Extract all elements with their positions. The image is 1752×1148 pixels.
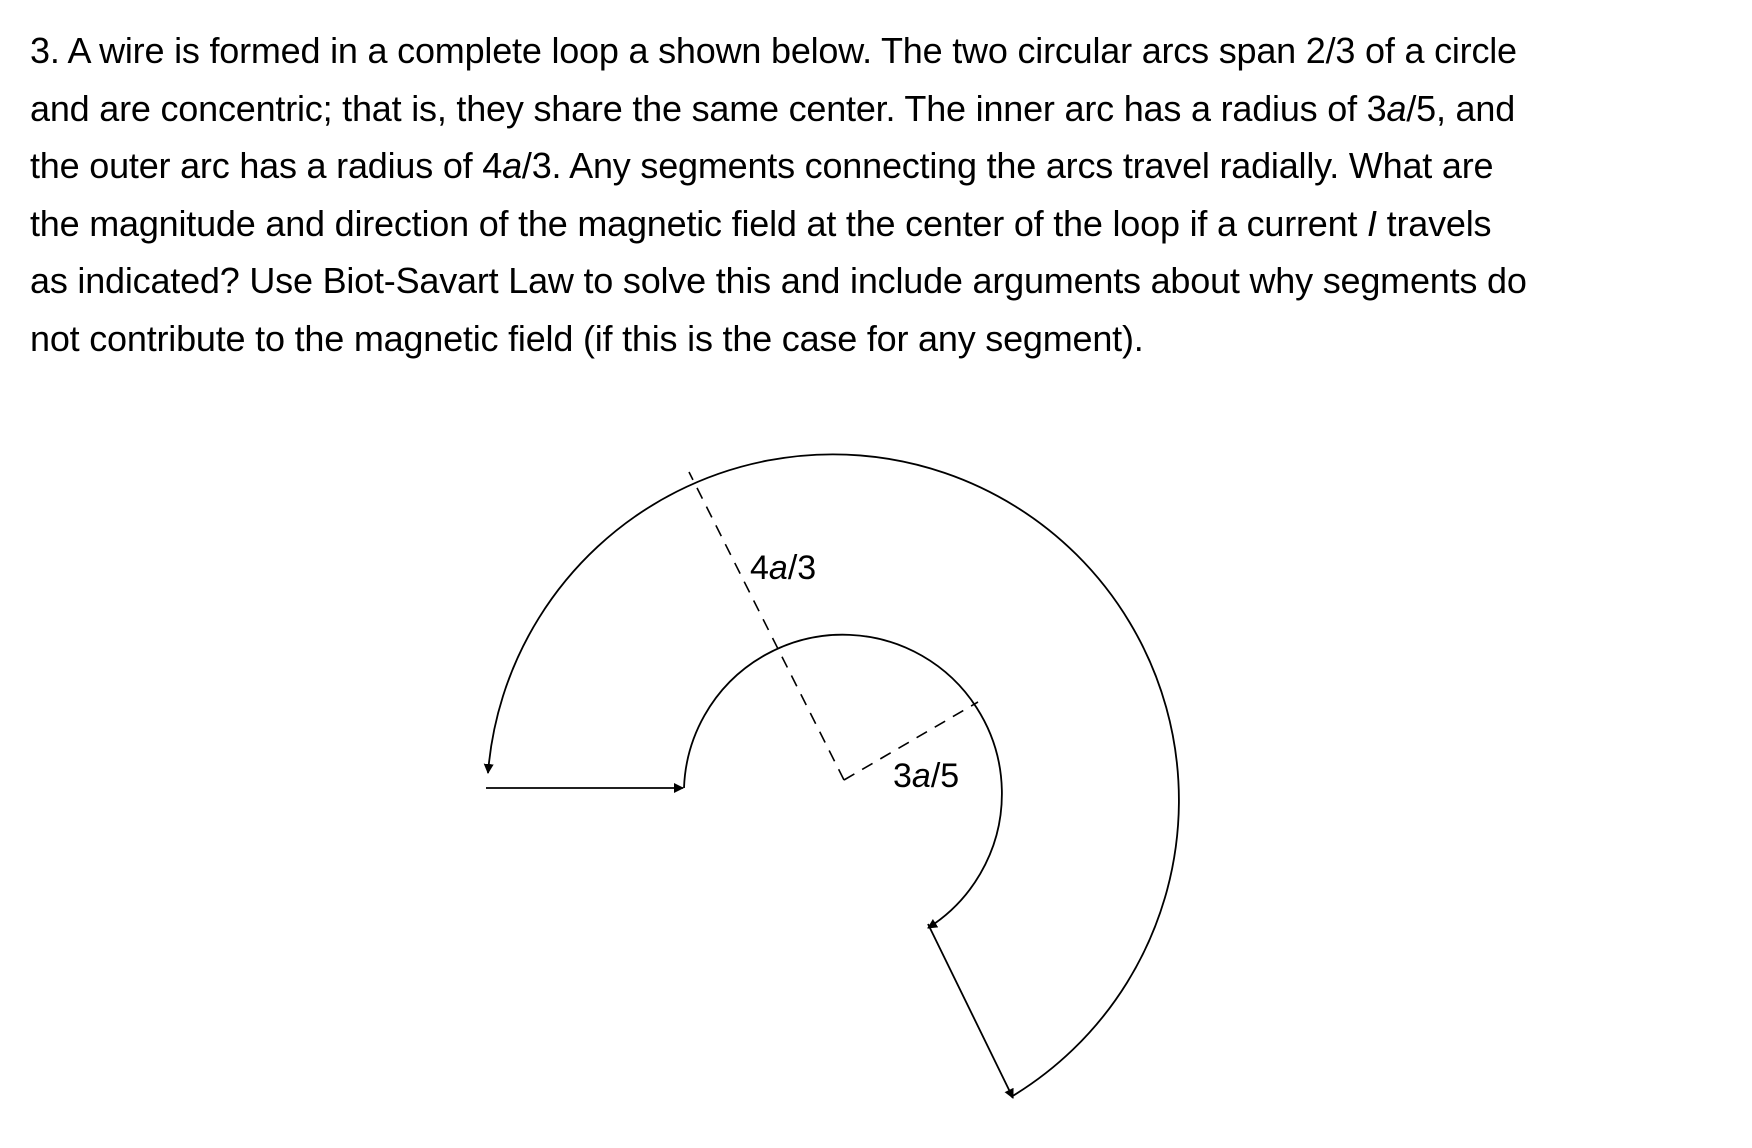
lower-radial-segment xyxy=(928,924,1013,1098)
outer-arc xyxy=(488,454,1179,1097)
problem-line-2: and are concentric; that is, they share the same center. The inner arc has a radius of 3a/5, and xyxy=(30,87,1516,129)
problem-line-1: 3. A wire is formed in a complete loop a shown below. The two circular arcs span 2/3 of a circle xyxy=(30,30,1517,71)
outer-radius-label: 4a/3 xyxy=(750,549,817,587)
inner-radius-label: 3a/5 xyxy=(893,757,960,795)
problem-line-4: the magnitude and direction of the magnetic field at the center of the loop if a current I travels xyxy=(30,202,1492,244)
problem-line-5: as indicated? Use Biot-Savart Law to solve this and include arguments about why segments do xyxy=(30,260,1527,301)
problem-line-6: not contribute to the magnetic field (if this is the case for any segment). xyxy=(30,317,1144,359)
outer-radius-dashed-line xyxy=(689,472,844,780)
problem-line-3: the outer arc has a radius of 4a/3. Any segments connecting the arcs travel radially. What are xyxy=(30,145,1494,186)
